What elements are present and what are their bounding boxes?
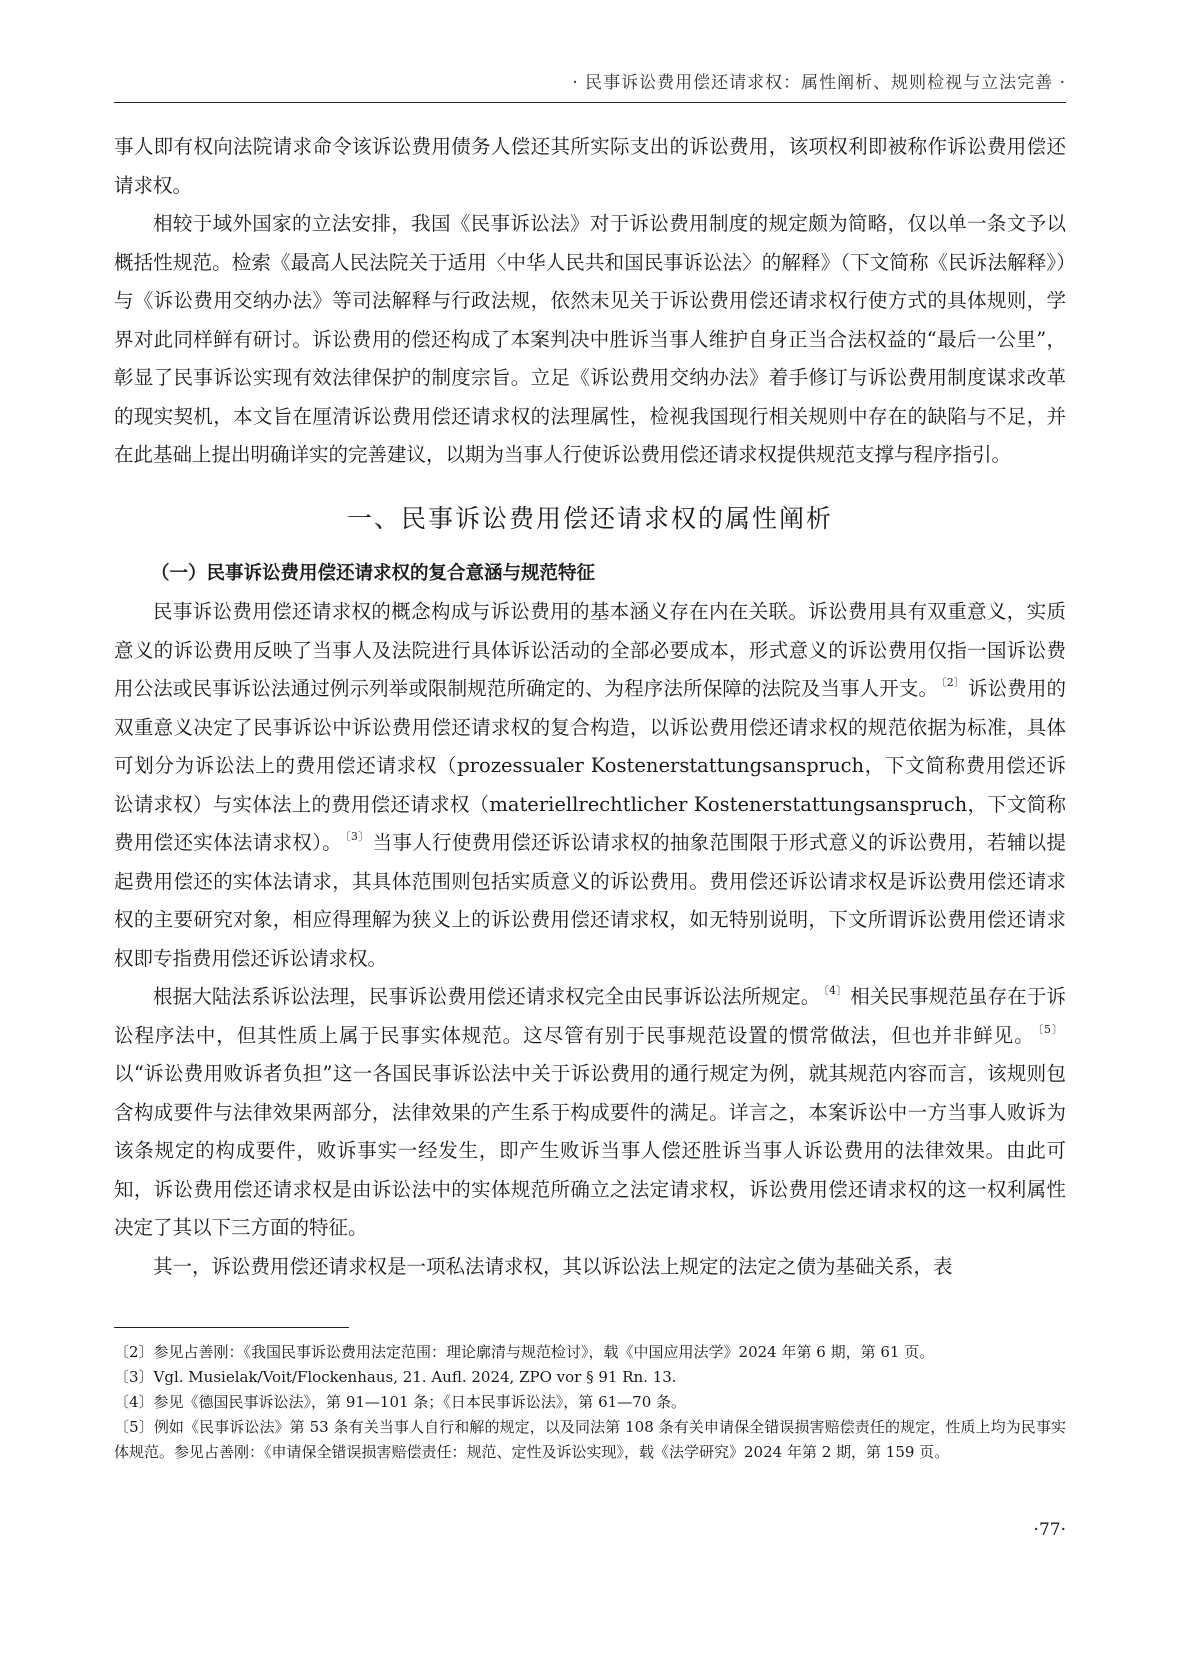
footnote-5: 〔5〕例如《民事诉讼法》第 53 条有关当事人自行和解的规定，以及同法第 108 条有关申请保全错误损害赔偿责任的规定，性质上均为民事实体规范。参见占善刚：《申请保全错误损害赔偿责任：规范、定性及诉讼实现》，载《法学研究》2024 年第 2 期，第 159 页。	[114, 1418, 1066, 1461]
footnote-3: 〔3〕Vgl. Musielak/Voit/Flockenhaus, 21. Aufl. 2024, ZPO vor § 91 Rn. 13.	[114, 1368, 677, 1386]
running-header: · 民事诉讼费用偿还请求权：属性阐析、规则检视与立法完善 ·	[572, 73, 1066, 93]
footnote-mark-2[interactable]: 〔2〕	[941, 676, 965, 689]
paragraph-3-part-a: 民事诉讼费用偿还请求权的概念构成与诉讼费用的基本涵义存在内在关联。诉讼费用具有双重意义，实质意义的诉讼费用反映了当事人及法院进行具体诉讼活动的全部必要成本，形式意义的诉讼费用仅指一国诉讼费用公法或民事诉讼法通过例示列举或限制规范所确定的、为程序法所保障的法院及当事人开支。	[114, 600, 1066, 700]
paragraph-4-part-c: 以“诉讼费用败诉者负担”这一各国民事诉讼法中关于诉讼费用的通行规定为例，就其规范内容而言，该规则包含构成要件与法律效果两部分，法律效果的产生系于构成要件的满足。详言之，本案诉讼中一方当事人败诉为该条规定的构成要件，败诉事实一经发生，即产生败诉当事人偿还胜诉当事人诉讼费用的法律效果。由此可知，诉讼费用偿还请求权是由诉讼法中的实体规范所确立之法定请求权，诉讼费用偿还请求权的这一权利属性决定了其以下三方面的特征。	[114, 1062, 1066, 1239]
paragraph-3-part-c: 当事人行使费用偿还诉讼请求权的抽象范围限于形式意义的诉讼费用，若辅以提起费用偿还的实体法请求，其具体范围则包括实质意义的诉讼费用。费用偿还诉讼请求权是诉讼费用偿还请求权的主要研究对象，相应得理解为狭义上的诉讼费用偿还请求权，如无特别说明，下文所谓诉讼费用偿还请求权即专指费用偿还诉讼请求权。	[114, 831, 1066, 970]
body-text	[114, 128, 1066, 1286]
paragraph-4-part-a: 根据大陆法系诉讼法理，民事诉讼费用偿还请求权完全由民事诉讼法所规定。	[153, 985, 821, 1008]
footnote-2: 〔2〕参见占善刚：《我国民事诉讼费用法定范围：理论廓清与规范检讨》，载《中国应用法学》2024 年第 6 期，第 61 页。	[114, 1343, 935, 1361]
header-rule	[114, 102, 1066, 103]
paragraph-2: 相较于域外国家的立法安排，我国《民事诉讼法》对于诉讼费用制度的规定颇为简略，仅以单一条文予以概括性规范。检索《最高人民法院关于适用〈中华人民共和国民事诉讼法〉的解释》（下文简称《民诉法解释》）与《诉讼费用交纳办法》等司法解释与行政法规，依然未见关于诉讼费用偿还请求权行使方式的具体规则，学界对此同样鲜有研讨。诉讼费用的偿还构成了本案判决中胜诉当事人维护自身正当合法权益的“最后一公里”，彰显了民事诉讼实现有效法律保护的制度宗旨。立足《诉讼费用交纳办法》着手修订与诉讼费用制度谋求改革的现实契机，本文旨在厘清诉讼费用偿还请求权的法理属性，检视我国现行相关规则中存在的缺陷与不足，并在此基础上提出明确详实的完善建议，以期为当事人行使诉讼费用偿还请求权提供规范支撑与程序指引。	[114, 212, 1066, 466]
footnote-4: 〔4〕参见《德国民事诉讼法》，第 91—101 条；《日本民事诉讼法》，第 61—70 条。	[114, 1393, 687, 1411]
footnote-mark-5[interactable]: 〔5〕	[1037, 1022, 1063, 1036]
footnote-rule	[114, 1327, 349, 1328]
paragraph-3-part-b: 诉讼费用的双重意义决定了民事诉讼中诉讼费用偿还请求权的复合构造，以诉讼费用偿还请求权的规范依据为标准，具体可划分为诉讼法上的费用偿还请求权（prozessualer Kostenerstattungsanspruch，下文简称费用偿还诉讼请求权）与实体法上的费用偿还请求权（materiellrechtlicher Kostenerstattungsanspruch，下文简称费用偿还实体法请求权）。	[114, 677, 1066, 854]
page-number: ·77·	[1033, 1520, 1066, 1540]
paragraph-4-part-b: 相关民事规范虽存在于诉讼程序法中，但其性质上属于民事实体规范。这尽管有别于民事规范设置的惯常做法，但也并非鲜见。	[114, 985, 1066, 1047]
subsection-title: （一）民事诉讼费用偿还请求权的复合意涵与规范特征	[151, 562, 596, 584]
paragraph-3	[114, 593, 1066, 978]
section-title: 一、民事诉讼费用偿还请求权的属性阐析	[346, 503, 833, 533]
footnotes	[114, 1340, 1066, 1465]
paragraph-1: 事人即有权向法院请求命令该诉讼费用债务人偿还其所实际支出的诉讼费用，该项权利即被称作诉讼费用偿还请求权。	[114, 135, 1066, 197]
footnote-mark-4[interactable]: 〔4〕	[823, 984, 848, 997]
paragraph-4	[114, 978, 1066, 1248]
footnote-mark-3[interactable]: 〔3〕	[345, 830, 370, 843]
paragraph-5: 其一，诉讼费用偿还请求权是一项私法请求权，其以诉讼法上规定的法定之债为基础关系，表	[153, 1254, 953, 1278]
